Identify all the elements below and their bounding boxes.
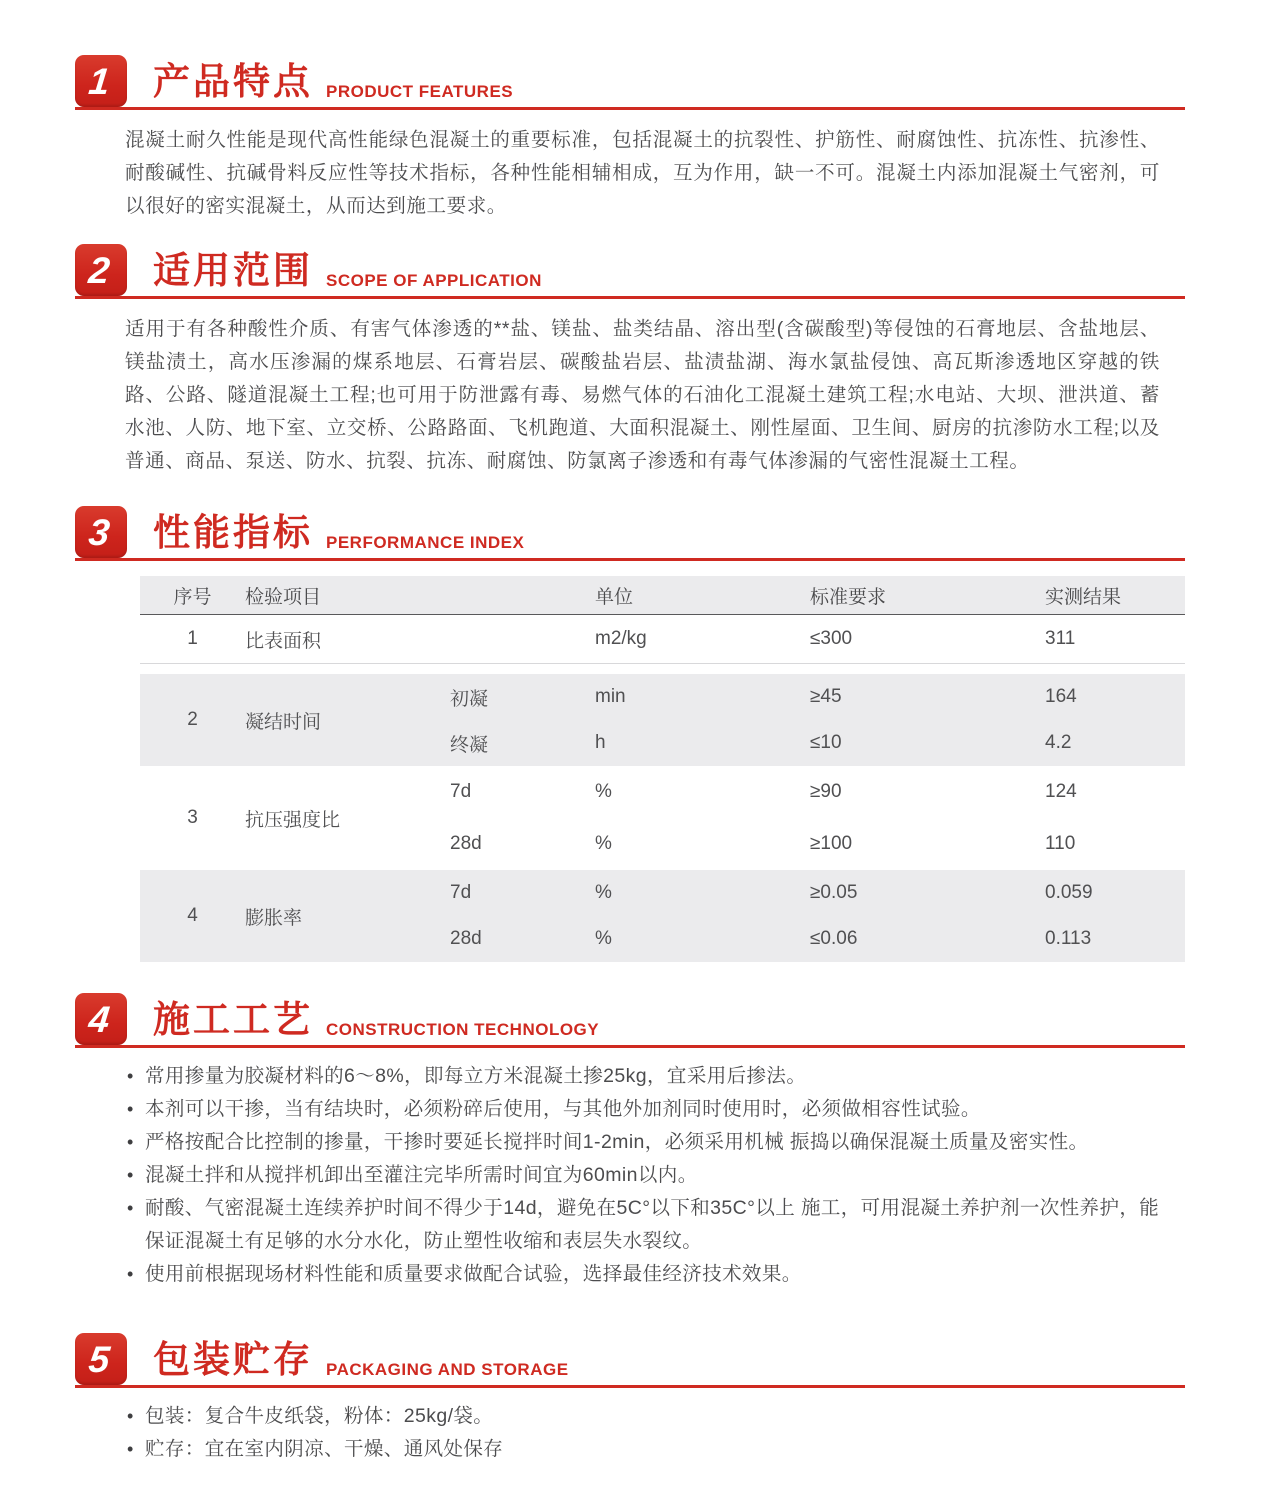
table-row [140,615,1185,664]
section-packaging-storage [75,1330,1185,1466]
table-header-row [140,576,1185,615]
section-number-badge [75,244,127,296]
table-header-cell: 单位 [595,586,634,608]
table-cell-item: 凝结时间 [245,711,322,733]
table-cell-unit: min [595,686,626,707]
bullet-list [125,1400,1160,1466]
table-row [140,870,1185,962]
section-subtitle-en: PACKAGING AND STORAGE [326,1360,569,1379]
section-number: 1 [86,60,112,102]
section-subtitle-en: CONSTRUCTION TECHNOLOGY [326,1020,600,1039]
table-cell-sub: 7d [450,781,472,802]
table-cell-result: 0.113 [1045,928,1092,949]
bullet-list [125,1060,1160,1291]
table-cell-result: 164 [1045,686,1077,707]
table-cell-unit: h [595,732,606,753]
table-header-cell: 标准要求 [810,586,887,608]
section-header [75,1330,1185,1388]
table-cell-no: 4 [187,905,198,926]
section-number-badge [75,1333,127,1385]
section-header [75,241,1185,299]
table-cell-no: 3 [187,807,198,828]
table-header-cell: 检验项目 [245,586,322,608]
table-cell-result: 311 [1045,628,1076,649]
section-subtitle-en: SCOPE OF APPLICATION [326,271,542,290]
table-header-cell: 序号 [173,586,212,608]
table-cell-item: 比表面积 [245,630,322,652]
table-cell-sub: 初凝 [450,688,489,710]
table-row [140,674,1185,766]
section-construction-technology [75,990,1185,1291]
performance-table [140,576,1185,962]
table-cell-requirement: ≥100 [810,833,853,854]
section-subtitle-en: PERFORMANCE INDEX [326,533,525,552]
bullet-item: • 耐酸、气密混凝土连续养护时间不得少于14d，避免在5C°以下和35C°以上 施工，可用混凝土养护剂一次性养护，能保证混凝土有足够的水分水化，防止塑性收缩和表层失水裂纹。 [125,1192,1160,1258]
table-cell-unit: % [595,882,612,903]
section-number-badge [75,993,127,1045]
section-title: 产品特点 [153,61,313,102]
table-cell-requirement: ≥0.05 [810,882,858,903]
section-number: 5 [86,1338,112,1380]
table-cell-requirement: ≤300 [810,628,853,649]
section-product-features [75,52,1185,223]
table-cell-requirement: ≥45 [810,686,842,707]
table-cell-no: 1 [187,628,198,649]
table-cell-requirement: ≤10 [810,732,842,753]
section-number: 3 [86,511,112,553]
table-cell-unit: % [595,781,612,802]
table-cell-sub: 7d [450,882,472,903]
table-cell-item: 抗压强度比 [245,809,341,831]
table-cell-sub: 28d [450,833,482,854]
bullet-item: • 包装：复合牛皮纸袋，粉体：25kg/袋。 [125,1400,1160,1433]
bullet-item: • 贮存：宜在室内阴凉、干燥、通风处保存 [125,1433,1160,1466]
table-cell-sub: 28d [450,928,482,949]
section-number: 4 [86,998,112,1040]
section-header [75,503,1185,561]
table-cell-result: 4.2 [1045,732,1072,753]
section-performance-index [75,503,1185,962]
table-cell-result: 124 [1045,781,1077,802]
section-subtitle-en: PRODUCT FEATURES [326,82,514,101]
bullet-item: • 常用掺量为胶凝材料的6～8%，即每立方米混凝土掺25kg，宜采用后掺法。 [125,1060,1160,1093]
section-title: 包装贮存 [153,1339,313,1380]
section-paragraph: 适用于有各种酸性介质、有害气体渗透的**盐、镁盐、盐类结晶、溶出型(含碳酸型)等侵蚀的石膏地层、含盐地层、镁盐渍土，高水压渗漏的煤系地层、石膏岩层、碳酸盐岩层、盐渍盐湖、海水氯盐侵蚀、高瓦斯渗透地区穿越的铁路、公路、隧道混凝土工程;也可用于防泄露有毒、易燃气体的石油化工混凝土建筑工程;水电站、大坝、泄洪道、蓄水池、人防、地下室、立交桥、公路路面、飞机跑道、大面积混凝土、刚性屋面、卫生间、厨房的抗渗防水工程;以及普通、商品、泵送、防水、抗裂、抗冻、耐腐蚀、防氯离子渗透和有毒气体渗漏的气密性混凝土工程。 [125,318,1160,472]
table-cell-unit: % [595,833,612,854]
table-cell-sub: 终凝 [450,734,489,756]
table-cell-unit: m2/kg [595,628,647,649]
table-row-gap [140,664,1185,674]
table-header-cell: 实测结果 [1045,586,1122,608]
table-cell-item: 膨胀率 [245,907,303,929]
bullet-item: • 使用前根据现场材料性能和质量要求做配合试验，选择最佳经济技术效果。 [125,1258,1160,1291]
section-scope-of-application [75,241,1185,478]
section-title: 性能指标 [153,512,313,553]
bullet-item: • 严格按配合比控制的掺量，干掺时要延长搅拌时间1-2min，必须采用机械 振捣以确保混凝土质量及密实性。 [125,1126,1160,1159]
section-title: 施工工艺 [153,999,313,1040]
table-cell-requirement: ≤0.06 [810,928,858,949]
section-header [75,52,1185,110]
table-cell-unit: % [595,928,612,949]
section-number: 2 [86,249,112,291]
table-cell-result: 110 [1045,833,1076,854]
section-number-badge [75,55,127,107]
table-row [140,766,1185,870]
bullet-item: • 本剂可以干掺，当有结块时，必须粉碎后使用，与其他外加剂同时使用时，必须做相容性试验。 [125,1093,1160,1126]
table-cell-requirement: ≥90 [810,781,842,802]
bullet-item: • 混凝土拌和从搅拌机卸出至灌注完毕所需时间宜为60min以内。 [125,1159,1160,1192]
section-paragraph: 混凝土耐久性能是现代高性能绿色混凝土的重要标准，包括混凝土的抗裂性、护筋性、耐腐蚀性、抗冻性、抗渗性、耐酸碱性、抗碱骨料反应性等技术指标，各种性能相辅相成，互为作用，缺一不可。混凝土内添加混凝土气密剂，可以很好的密实混凝土，从而达到施工要求。 [125,129,1160,217]
section-title: 适用范围 [153,250,313,291]
section-number-badge [75,506,127,558]
table-cell-no: 2 [187,709,198,730]
table-cell-result: 0.059 [1045,882,1093,903]
section-header [75,990,1185,1048]
